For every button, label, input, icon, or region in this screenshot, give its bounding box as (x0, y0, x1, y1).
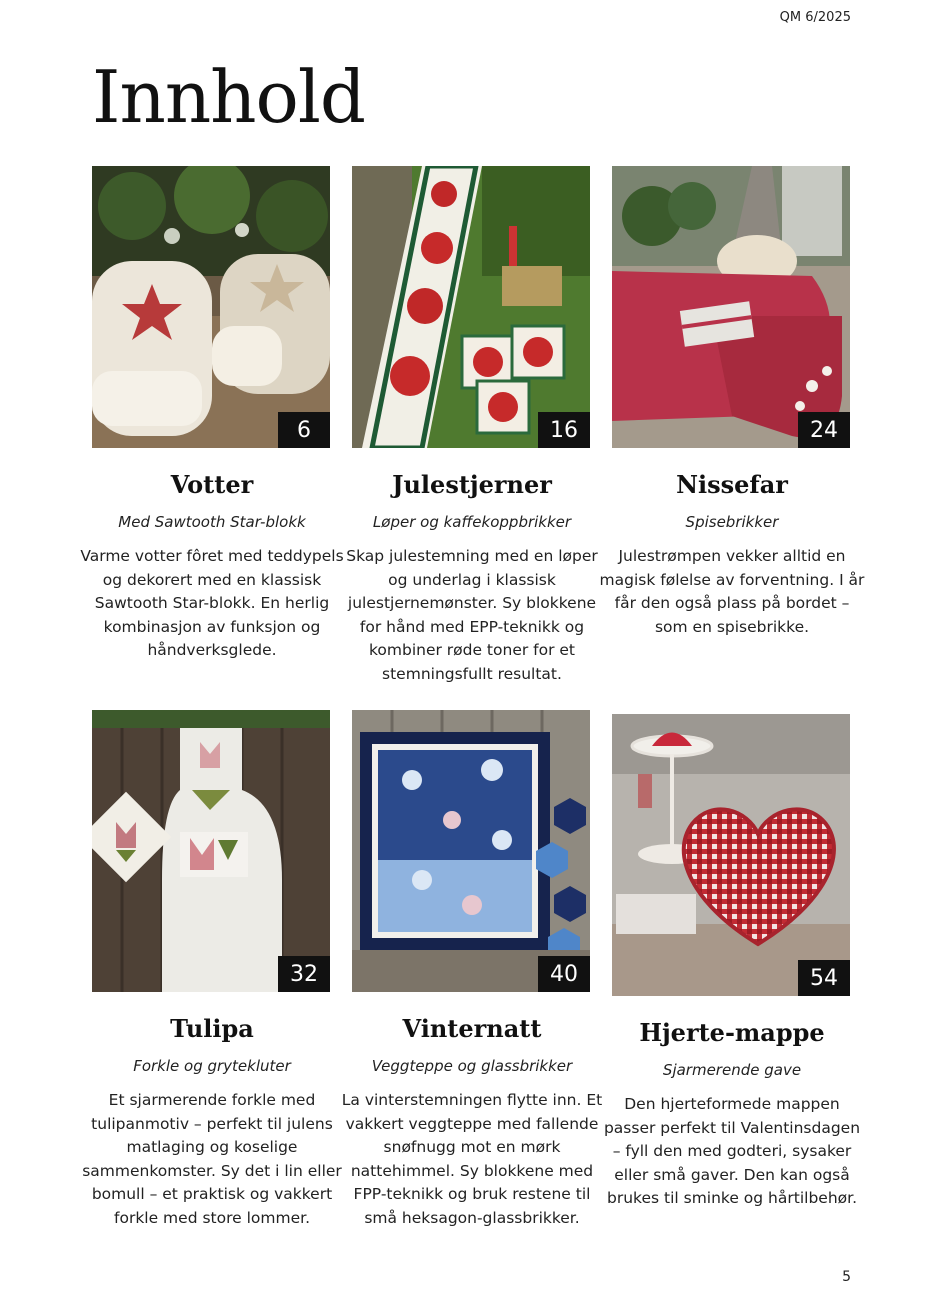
article-description: Et sjarmerende forkle med tulipanmotiv – perfekt til julens matlaging og koselige sammenkomster. Sy det i lin eller bomull – et praktisk og vakkert forkle med store lommer. (82, 1091, 342, 1227)
article-description: Julestrømpen vekker alltid en magisk følelse av forventning. I år får den også plass på bordet – som en spisebrikke. (599, 547, 865, 636)
article-subtitle: Sjarmerende gave (662, 1061, 802, 1079)
article-photo-mittens[interactable] (92, 166, 330, 448)
article-title: Julestjerner (392, 470, 552, 499)
article-card-votter[interactable] (80, 166, 344, 663)
article-description: Den hjerteformede mappen passer perfekt til Valentinsdagen – fyll den med godteri, sysaker eller små gaver. Den kan også brukes til sminke og hårtilbehør. (603, 1095, 861, 1207)
article-title: Vinternatt (402, 1014, 542, 1043)
issue-label: QM 6/2025 (779, 10, 851, 25)
article-subtitle: Løper og kaffekoppbrikker (372, 513, 572, 531)
placemats-image (612, 166, 850, 448)
article-card-nissefar[interactable] (599, 166, 865, 639)
article-card-hjerte-mappe[interactable] (603, 714, 861, 1211)
article-card-julestjerner[interactable] (346, 166, 598, 686)
article-description: Varme votter fôret med teddypels og dekorert med en klassisk Sawtooth Star-blokk. En herlig kombinasjon av funksjon og håndverksglede. (80, 547, 344, 659)
article-subtitle: Veggteppe og glassbrikker (371, 1057, 573, 1075)
article-subtitle: Spisebrikker (685, 513, 779, 531)
article-subtitle: Med Sawtooth Star-blokk (118, 513, 306, 531)
article-photo-apron[interactable] (92, 710, 330, 992)
article-description: La vinterstemningen flytte inn. Et vakkert veggteppe med fallende snøfnugg mot en mørk nattehimmel. Sy blokkene med FPP-teknikk og bruk restene til små heksagon-glassbrikker. (341, 1091, 603, 1227)
wall-quilt-image (352, 710, 590, 992)
article-card-vinternatt[interactable] (341, 710, 603, 1230)
folio-page-number: 5 (842, 1269, 851, 1285)
page-number-badge: 40 (538, 956, 590, 992)
article-title: Votter (170, 470, 254, 499)
apron-image (92, 710, 330, 992)
article-title: Nissefar (676, 470, 788, 499)
page-number-badge: 32 (278, 956, 330, 992)
article-subtitle: Forkle og grytekluter (133, 1057, 291, 1075)
page-number-badge: 54 (798, 960, 850, 996)
page-title: Innhold (92, 55, 366, 139)
page-number-badge: 24 (798, 412, 850, 448)
article-photo-placemats[interactable] (612, 166, 850, 448)
article-photo-wall-quilt[interactable] (352, 710, 590, 992)
heart-pouch-image (612, 714, 850, 996)
page-number-badge: 6 (278, 412, 330, 448)
article-title: Tulipa (170, 1014, 254, 1043)
article-photo-heart-pouch[interactable] (612, 714, 850, 996)
article-photo-poinsettia-runner[interactable] (352, 166, 590, 448)
table-runner-image (352, 166, 590, 448)
article-title: Hjerte-mappe (639, 1018, 825, 1047)
article-description: Skap julestemning med en løper og underlag i klassisk julestjernemønster. Sy blokkene for hånd med EPP-teknikk og kombiner røde toner for et stemningsfullt resultat. (346, 547, 598, 683)
page-number-badge: 16 (538, 412, 590, 448)
mittens-image (92, 166, 330, 448)
article-card-tulipa[interactable] (82, 710, 342, 1230)
